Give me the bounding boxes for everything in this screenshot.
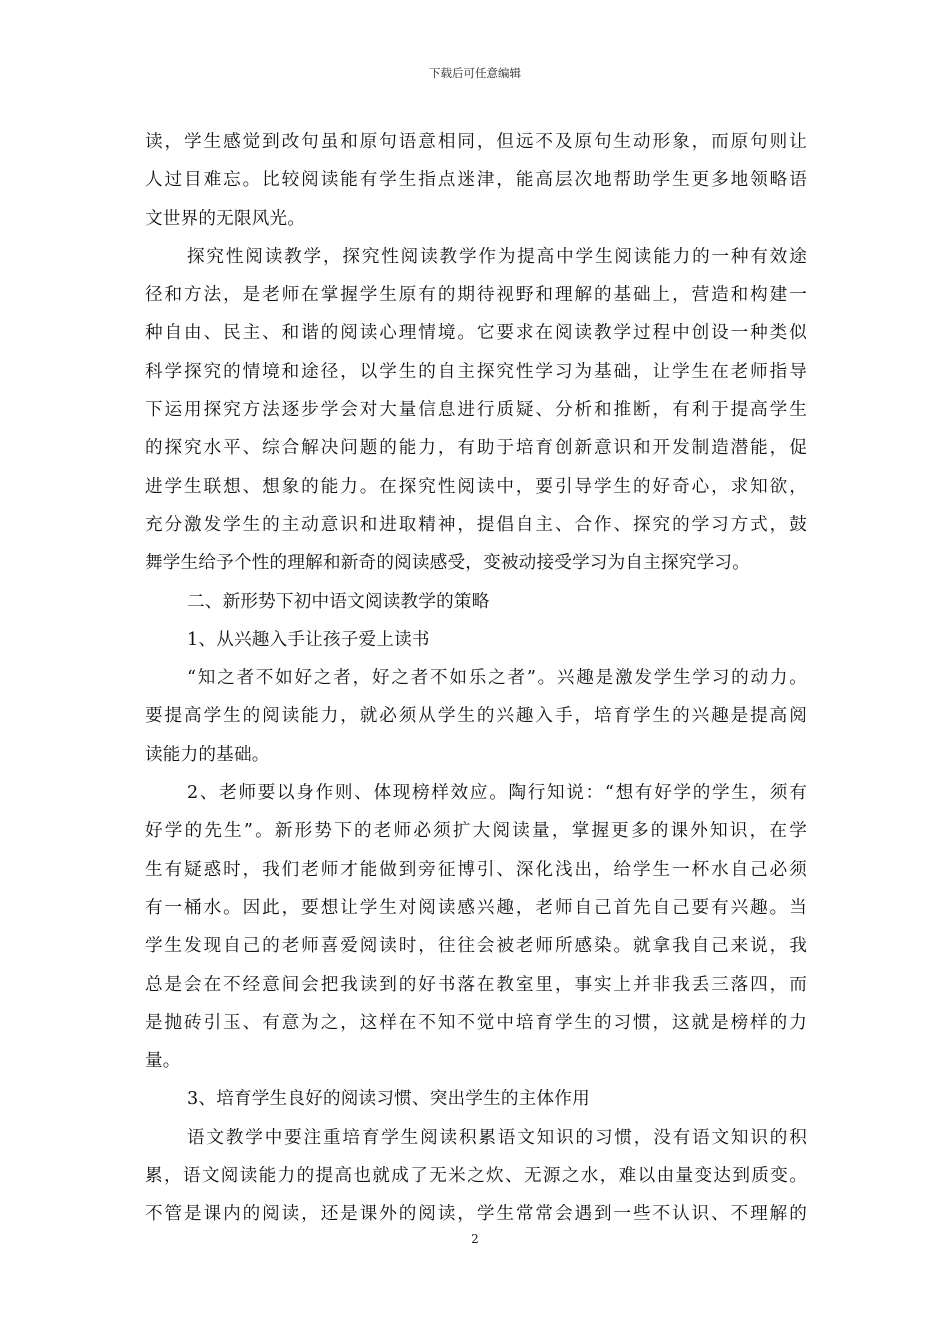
text-line: 2、老师要以身作则、体现榜样效应。陶行知说：“想有好学的学生，须有 [187, 783, 807, 804]
text-line: 人过目难忘。比较阅读能有学生指点迷津，能高层次地帮助学生更多地领略语 [145, 170, 807, 191]
text-line: 是抛砖引玉、有意为之，这样在不知不觉中培育学生的习惯，这就是榜样的力 [145, 1012, 807, 1033]
page-header: 下载后可任意编辑 [429, 66, 521, 80]
text-line: 3、培育学生良好的阅读习惯、突出学生的主体作用 [187, 1089, 590, 1110]
text-line: 量。 [145, 1051, 181, 1072]
text-line: 读能力的基础。 [145, 744, 270, 765]
text-line: 语文教学中要注重培育学生阅读积累语文知识的习惯，没有语文知识的积 [187, 1127, 807, 1148]
text-line: 进学生联想、想象的能力。在探究性阅读中，要引导学生的好奇心，求知欲， [145, 476, 807, 497]
text-line: 1、从兴趣入手让孩子爱上读书 [187, 629, 430, 650]
text-line: 探究性阅读教学，探究性阅读教学作为提高中学生阅读能力的一种有效途 [187, 246, 807, 267]
text-line: 径和方法，是老师在掌握学生原有的期待视野和理解的基础上，营造和构建一 [145, 285, 807, 306]
text-line: 不管是课内的阅读，还是课外的阅读，学生常常会遇到一些不认识、不理解的 [145, 1204, 807, 1225]
text-line: 好学的先生”。新形势下的老师必须扩大阅读量，掌握更多的课外知识，在学 [145, 821, 807, 842]
text-line: 有一桶水。因此，要想让学生对阅读感兴趣，老师自己首先自己要有兴趣。当 [145, 897, 807, 918]
text-line: 科学探究的情境和途径，以学生的自主探究性学习为基础，让学生在老师指导 [145, 361, 807, 382]
text-line: 生有疑惑时，我们老师才能做到旁征博引、深化浅出，给学生一杯水自己必须 [145, 859, 807, 880]
text-line: “知之者不如好之者，好之者不如乐之者”。兴趣是激发学生学习的动力。 [187, 668, 807, 689]
text-line: 总是会在不经意间会把我读到的好书落在教室里，事实上并非我丢三落四，而 [145, 974, 807, 995]
text-line: 充分激发学生的主动意识和进取精神，提倡自主、合作、探究的学习方式，鼓 [145, 514, 807, 535]
document-body [145, 123, 807, 1234]
text-line: 二、新形势下初中语文阅读教学的策略 [187, 591, 490, 612]
page-number: 2 [471, 1232, 479, 1246]
text-line: 下运用探究方法逐步学会对大量信息进行质疑、分析和推断，有利于提高学生 [145, 400, 807, 421]
text-line: 累，语文阅读能力的提高也就成了无米之炊、无源之水，难以由量变达到质变。 [145, 1166, 807, 1187]
text-line: 种自由、民主、和谐的阅读心理情境。它要求在阅读教学过程中创设一种类似 [145, 323, 807, 344]
text-line: 舞学生给予个性的理解和新奇的阅读感受，变被动接受学习为自主探究学习。 [145, 553, 750, 574]
text-line: 的探究水平、综合解决问题的能力，有助于培育创新意识和开发制造潜能，促 [145, 438, 807, 459]
text-line: 文世界的无限风光。 [145, 208, 306, 229]
text-line: 要提高学生的阅读能力，就必须从学生的兴趣入手，培育学生的兴趣是提高阅 [145, 706, 807, 727]
text-line: 学生发现自己的老师喜爱阅读时，往往会被老师所感染。就拿我自己来说，我 [145, 936, 807, 957]
text-line: 读，学生感觉到改句虽和原句语意相同，但远不及原句生动形象，而原句则让 [145, 132, 807, 152]
